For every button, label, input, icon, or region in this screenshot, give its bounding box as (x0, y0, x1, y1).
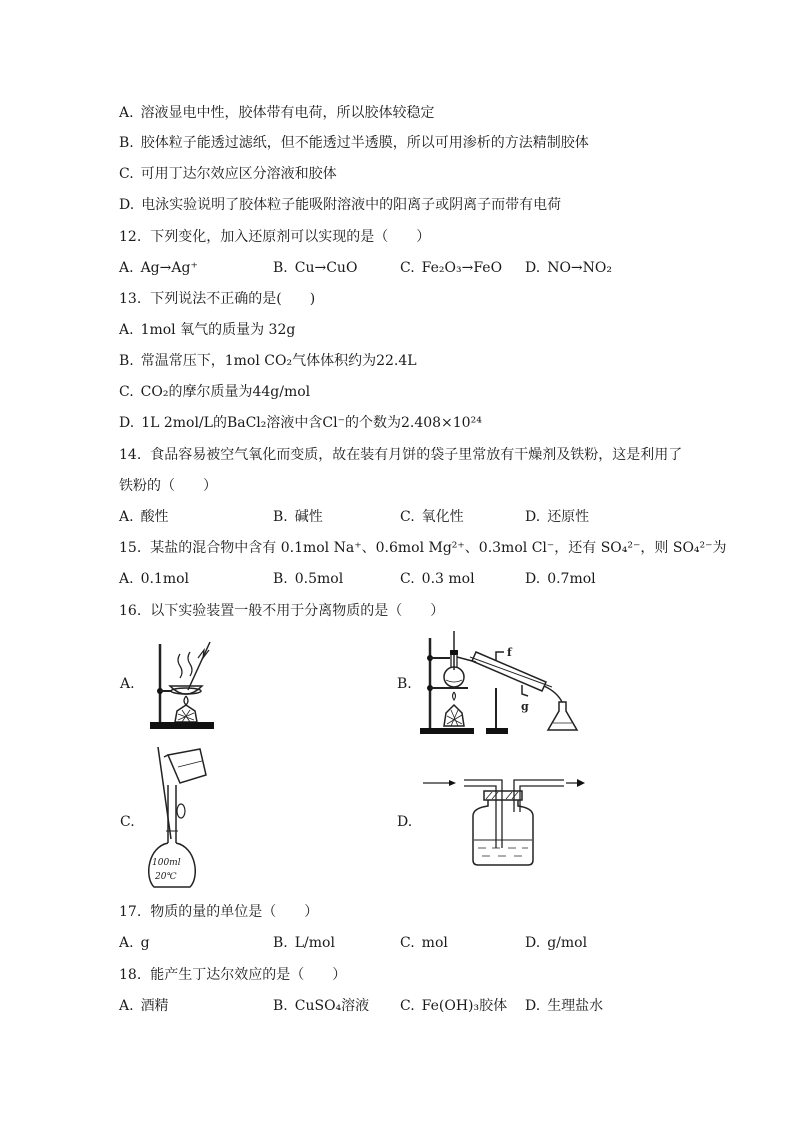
question-number: 14. (119, 447, 142, 463)
option-label: B. (273, 260, 288, 276)
option-label: A. (119, 509, 134, 525)
inlet-label: f (507, 646, 512, 659)
q12-option-c (400, 259, 502, 277)
option-text: Ag→Ag⁺ (140, 260, 198, 276)
option-label: C. (400, 571, 415, 587)
option-label: A. (119, 998, 134, 1014)
q12-option-d (525, 259, 612, 277)
distillation-apparatus-icon (416, 630, 586, 738)
q12-option-a (119, 259, 198, 277)
q16-stem (119, 602, 444, 620)
adapter (544, 686, 562, 702)
q15-stem (119, 539, 727, 557)
q14-option-d (525, 508, 589, 526)
option-text: mol (421, 935, 448, 951)
option-label: A. (119, 935, 134, 951)
stand-base (150, 722, 214, 729)
option-label: C. (400, 260, 415, 276)
question-stem: 铁粉的（ ） (119, 478, 217, 494)
option-text: CuSO₄溶液 (294, 998, 370, 1014)
option-text: 1L 2mol/L的BaCl₂溶液中含Cl⁻的个数为2.408×10²⁴ (141, 415, 482, 431)
question-stem: 物质的量的单位是（ ） (150, 904, 319, 920)
volumetric-flask-icon (140, 745, 220, 893)
question-number: 16. (119, 603, 142, 619)
q13-option-c (119, 383, 310, 401)
option-label: C. (400, 998, 415, 1014)
option-text: 生理盐水 (547, 998, 604, 1014)
option-label: D. (119, 415, 135, 431)
stopper (177, 804, 185, 818)
continued-option-b (119, 134, 589, 152)
outlet-label: g (521, 700, 529, 713)
option-text: 还原性 (547, 509, 590, 525)
q16-option-a-label: A. (120, 676, 135, 692)
option-label: B. (119, 135, 134, 151)
q13-option-a (119, 321, 295, 339)
q18-option-c (400, 997, 507, 1015)
option-text: 0.1mol (140, 571, 190, 587)
second-stand-base (486, 728, 508, 734)
option-label: B. (119, 353, 134, 369)
question-stem: 某盐的混合物中含有 0.1mol Na⁺、0.6mol Mg²⁺、0.3mol Cl⁻，还有 SO₄²⁻，则 SO₄²⁻为 (150, 540, 727, 556)
option-text: g/mol (547, 935, 588, 951)
glass-rod (158, 747, 171, 839)
q12-stem (119, 228, 430, 246)
q14-option-a (119, 508, 169, 526)
q17-option-b (273, 934, 335, 952)
q14-stem (119, 446, 682, 464)
flame (184, 696, 188, 705)
continued-option-d (119, 196, 561, 214)
option-text: CO₂的摩尔质量为44g/mol (140, 384, 311, 400)
q14-stem-continued (119, 477, 217, 495)
arrow-out-icon (566, 779, 585, 787)
arrow-in-icon (423, 780, 456, 786)
option-text: 溶液显电中性，胶体带有电荷，所以胶体较稳定 (140, 105, 435, 121)
q16-option-c-label: C. (120, 814, 135, 830)
option-label: D. (525, 998, 541, 1014)
option-label: A. (119, 105, 134, 121)
option-label: B. (273, 509, 288, 525)
conical-flask (548, 702, 577, 730)
stand-base (420, 728, 474, 734)
question-stem: 以下实验装置一般不用于分离物质的是（ ） (150, 603, 445, 619)
option-label: D. (525, 571, 541, 587)
option-label: D. (525, 509, 541, 525)
option-label: B. (273, 935, 288, 951)
question-stem: 食品容易被空气氧化而变质，故在装有月饼的袋子里常放有干燥剂及铁粉，这是利用了 (150, 447, 683, 463)
q17-option-c (400, 934, 448, 952)
option-text: NO→NO₂ (547, 260, 612, 276)
option-text: 0.5mol (294, 571, 344, 587)
rubber-stopper (484, 791, 522, 800)
option-label: C. (119, 384, 134, 400)
option-text: 0.7mol (547, 571, 596, 587)
q18-option-d (525, 997, 603, 1015)
question-number: 13. (119, 291, 142, 307)
continued-option-a (119, 104, 435, 122)
option-label: A. (119, 260, 134, 276)
question-stem: 下列变化，加入还原剂可以实现的是（ ） (150, 229, 431, 245)
option-text: g (140, 935, 150, 951)
option-text: 酒精 (140, 998, 169, 1014)
option-text: 氧化性 (421, 509, 464, 525)
option-label: C. (400, 935, 415, 951)
option-text: Cu→CuO (294, 260, 358, 276)
q18-option-b (273, 997, 369, 1015)
option-label: C. (400, 509, 415, 525)
option-label: B. (273, 998, 288, 1014)
q14-option-c (400, 508, 464, 526)
q15-option-b (273, 570, 343, 588)
option-label: D. (119, 197, 135, 213)
option-label: A. (119, 322, 134, 338)
q18-option-a (119, 997, 169, 1015)
option-text: 常温常压下，1mol CO₂气体体积约为22.4L (140, 353, 417, 369)
q18-stem (119, 966, 346, 984)
alcohol-lamp (175, 705, 197, 722)
q13-option-d (119, 414, 482, 432)
option-text: L/mol (294, 935, 335, 951)
q17-option-d (525, 934, 587, 952)
question-number: 15. (119, 540, 142, 556)
option-text: 胶体粒子能透过滤纸，但不能透过半透膜，所以可用渗析的方法精制胶体 (140, 135, 589, 151)
beaker (164, 749, 206, 783)
option-text: 电泳实验说明了胶体粒子能吸附溶液中的阳离子或阴离子而带有电荷 (141, 197, 562, 213)
q17-stem (119, 903, 318, 921)
inlet-tube (464, 780, 502, 848)
q15-option-a (119, 570, 189, 588)
q12-option-b (273, 259, 357, 277)
q14-option-b (273, 508, 323, 526)
question-number: 12. (119, 229, 142, 245)
option-label: C. (119, 166, 134, 182)
question-number: 18. (119, 967, 142, 983)
flask-volume-label: 100ml (152, 858, 181, 868)
option-label: D. (525, 935, 541, 951)
option-text: 0.3 mol (421, 571, 475, 587)
q16-option-b-label: B. (397, 676, 412, 692)
q15-option-d (525, 570, 596, 588)
q13-option-b (119, 352, 417, 370)
liquid (474, 840, 532, 856)
option-label: B. (273, 571, 288, 587)
question-stem: 能产生丁达尔效应的是（ ） (150, 967, 347, 983)
question-stem: 下列说法不正确的是( ) (150, 291, 316, 307)
option-text: Fe(OH)₃胶体 (421, 998, 508, 1014)
q17-option-a (119, 934, 150, 952)
gas-washing-bottle-icon (418, 768, 588, 868)
alcohol-lamp (444, 705, 464, 726)
continued-option-c (119, 165, 337, 183)
option-text: 酸性 (140, 509, 169, 525)
option-text: 碱性 (294, 509, 323, 525)
bottle (473, 800, 533, 865)
q15-option-c (400, 570, 475, 588)
q13-stem (119, 290, 315, 308)
option-text: 可用丁达尔效应区分溶液和胶体 (140, 166, 337, 182)
option-text: 1mol 氧气的质量为 32g (140, 322, 296, 338)
option-label: D. (525, 260, 541, 276)
question-number: 17. (119, 904, 142, 920)
flame (453, 692, 456, 700)
option-text: Fe₂O₃→FeO (421, 260, 503, 276)
flask-temperature-label: 20℃ (155, 872, 177, 882)
q16-option-d-label: D. (397, 814, 413, 830)
evaporation-apparatus-icon (142, 632, 228, 737)
option-label: A. (119, 571, 134, 587)
